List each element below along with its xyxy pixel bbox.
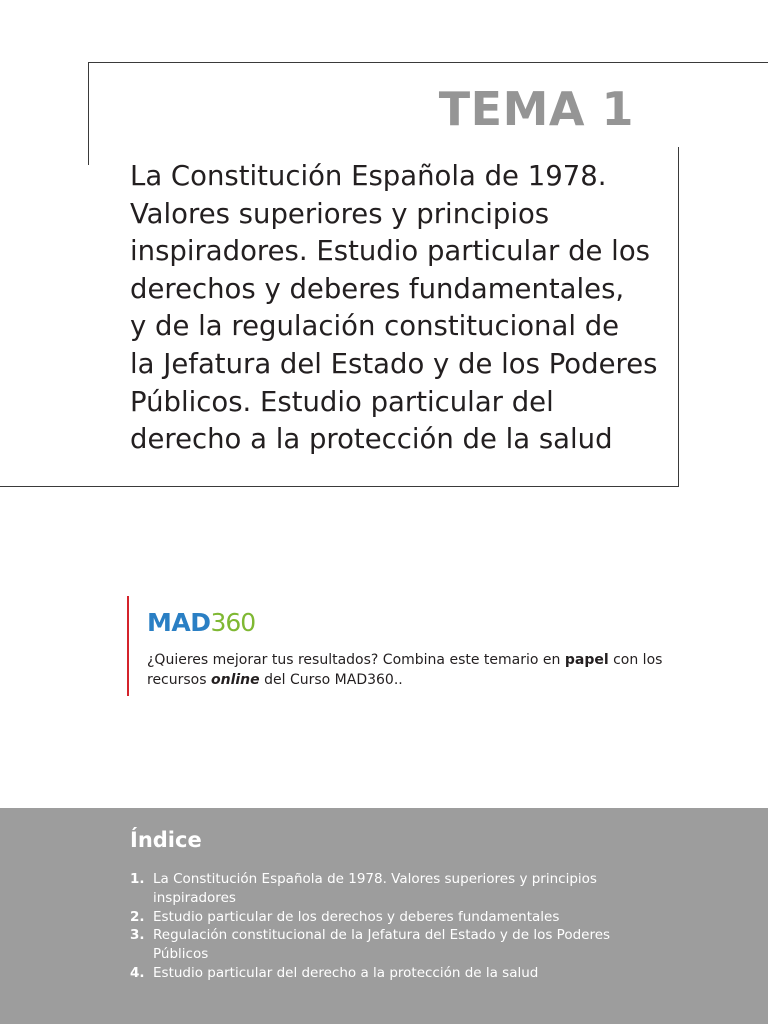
- promo-text: ¿Quieres mejorar tus resultados? Combina este temario en papel con los recursos online del Curso MAD360..: [147, 652, 663, 688]
- title-line: derecho a la protección de la salud: [130, 423, 613, 456]
- title-line: la Jefatura del Estado y de los Poderes: [130, 347, 658, 380]
- index-item: [130, 964, 630, 983]
- index-item-text: Estudio particular de los derechos y deberes fundamentales: [153, 908, 560, 925]
- index-item-number: 3.: [130, 927, 145, 944]
- index-item: [130, 908, 630, 927]
- index-item-text: Regulación constitucional de la Jefatura del Estado y de los Poderes Públicos: [153, 927, 611, 963]
- index-heading: Índice: [130, 828, 202, 852]
- promo-accent-bar: [127, 596, 129, 696]
- logo-360: 360: [210, 608, 256, 637]
- index-item-text: Estudio particular del derecho a la protección de la salud: [153, 964, 539, 981]
- title-line: y de la regulación constitucional de: [130, 310, 620, 343]
- index-item-number: 2.: [130, 908, 145, 925]
- promo-italic-online: online: [211, 672, 260, 688]
- frame-bottom-line: [0, 486, 679, 487]
- title-line: inspiradores. Estudio particular de los: [130, 235, 650, 268]
- index-item: [130, 870, 630, 908]
- mad360-logo: [147, 608, 255, 638]
- title-line: La Constitución Española de 1978.: [130, 160, 607, 192]
- index-item-number: 1.: [130, 871, 145, 887]
- title-line: Públicos. Estudio particular del: [130, 385, 554, 418]
- index-item: [130, 926, 630, 964]
- index-item-text: La Constitución Española de 1978. Valores superiores y principios inspiradores: [153, 871, 597, 906]
- frame-right-line: [678, 147, 679, 487]
- index-panel: [0, 808, 768, 1024]
- title-line: Valores superiores y principios: [130, 197, 550, 230]
- tema-label: TEMA 1: [438, 82, 634, 136]
- frame-top-line: [88, 62, 768, 63]
- chapter-title: [130, 158, 670, 459]
- promo-bold-papel: papel: [564, 652, 609, 668]
- index-list: [130, 870, 630, 983]
- frame-left-line: [88, 62, 89, 165]
- title-line: derechos y deberes fundamentales,: [130, 272, 625, 305]
- index-item-number: 4.: [130, 964, 145, 981]
- logo-mad: MAD: [147, 608, 211, 637]
